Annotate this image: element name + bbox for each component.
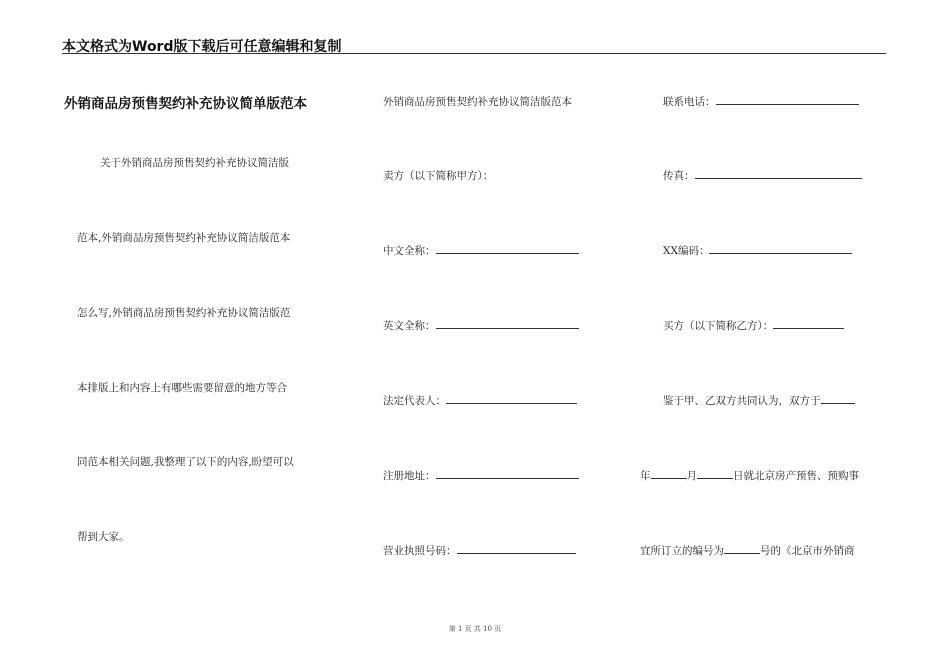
header-divider — [62, 53, 886, 54]
chinese-name-blank — [436, 243, 579, 254]
legal-rep-blank — [446, 393, 577, 404]
intro-line-1: 关于外销商品房预售契约补充协议简洁版 — [100, 157, 289, 169]
license-blank — [457, 543, 576, 554]
postcode-blank — [709, 243, 852, 254]
postcode-row — [663, 243, 852, 258]
chinese-name-row — [383, 243, 579, 258]
recital-year: 年 — [640, 470, 651, 482]
seller-label: 卖方（以下简称甲方）： — [383, 170, 494, 182]
recital-month: 月 — [686, 470, 697, 482]
reg-address-blank — [436, 468, 579, 479]
postcode-label: XX编码： — [663, 245, 710, 257]
recital-text-3: 宜所订立的编号为 — [640, 545, 724, 557]
reg-address-row — [383, 468, 579, 483]
year-blank — [651, 468, 687, 479]
recital-text-1: 鉴于甲、乙双方共同认为，双方于 — [663, 395, 821, 407]
recital-date-blank — [821, 393, 855, 404]
recital-line-3 — [640, 543, 855, 558]
page-header: 本文格式为Word版下载后可任意编辑和复制 — [62, 39, 342, 55]
phone-label: 联系电话： — [663, 96, 716, 108]
recital-line-2 — [640, 468, 859, 483]
recital-line-1 — [663, 393, 855, 408]
recital-text-4: 号的《北京市外销商 — [760, 545, 855, 557]
phone-blank — [716, 94, 859, 105]
intro-line-5: 同范本相关问题,我整理了以下的内容,盼望可以 — [77, 456, 294, 468]
english-name-blank — [436, 318, 579, 329]
license-row — [383, 543, 576, 558]
document-title: 外销商品房预售契约补充协议简单版范本 — [64, 96, 307, 112]
buyer-blank — [773, 318, 844, 329]
english-name-label: 英文全称： — [383, 320, 436, 332]
recital-text-2: 日就北京房产预售、预购事 — [733, 470, 859, 482]
fax-blank — [695, 168, 862, 179]
contract-no-blank — [724, 543, 760, 554]
legal-rep-row — [383, 393, 577, 408]
page-number: 第 1 页 共 10 页 — [448, 625, 502, 633]
contract-title: 外销商品房预售契约补充协议简洁版范本 — [383, 96, 572, 108]
english-name-row — [383, 318, 579, 333]
phone-row — [663, 94, 859, 109]
buyer-label: 买方（以下简称乙方）： — [663, 320, 774, 332]
reg-address-label: 注册地址： — [383, 470, 436, 482]
legal-rep-label: 法定代表人： — [383, 395, 446, 407]
fax-label: 传真： — [663, 170, 695, 182]
chinese-name-label: 中文全称： — [383, 245, 436, 257]
intro-line-3: 怎么写,外销商品房预售契约补充协议简洁版范 — [77, 307, 291, 319]
buyer-row — [663, 318, 844, 333]
intro-line-4: 本排版上和内容上有哪些需要留意的地方等合 — [77, 382, 287, 394]
intro-line-6: 帮到大家。 — [77, 531, 130, 543]
month-blank — [697, 468, 733, 479]
fax-row — [663, 168, 862, 183]
intro-line-2: 范本,外销商品房预售契约补充协议简洁版范本 — [77, 232, 291, 244]
license-label: 营业执照号码： — [383, 545, 457, 557]
